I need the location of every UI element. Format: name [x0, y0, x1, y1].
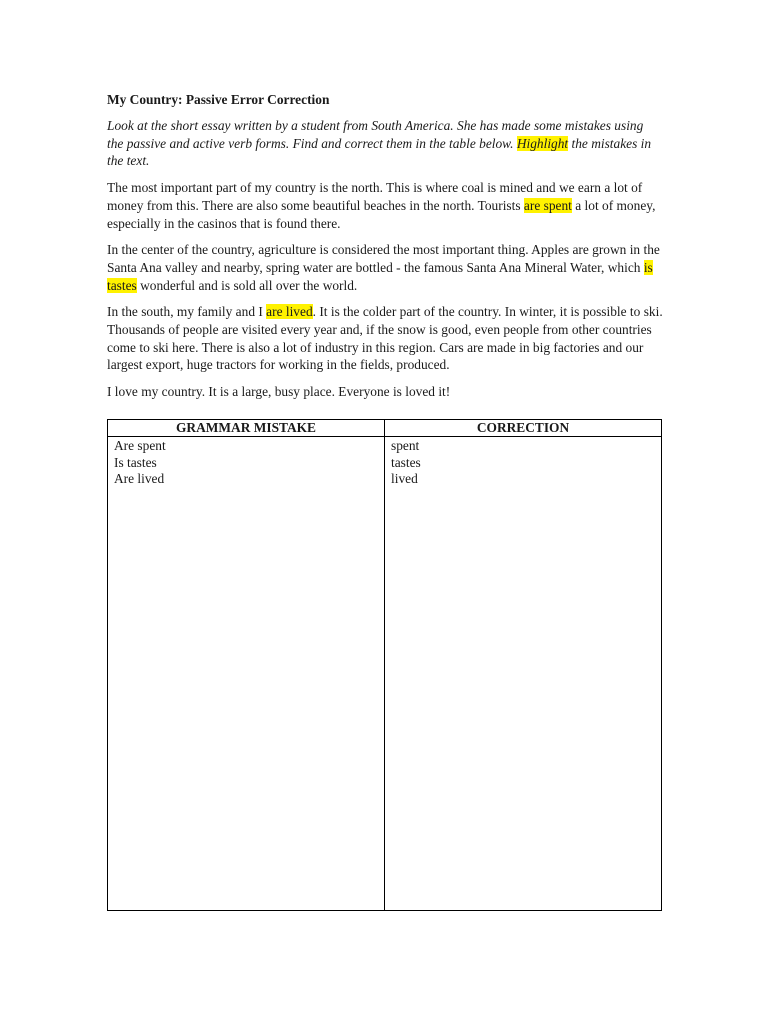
correction-item: lived: [391, 471, 418, 486]
corrections-cell: [385, 437, 662, 911]
essay-paragraph-3: [107, 303, 663, 374]
paragraph-text: The most important part of my country is the north. This is where coal is mined and we earn a lot of money from this. There are also some beautiful beaches in the north. Tourists: [107, 180, 643, 213]
table-row: [108, 437, 662, 911]
essay-paragraph-2: [107, 241, 663, 294]
mistake-item: Are lived: [114, 471, 165, 486]
paragraph-text: a lot of money, especially in the casinos that is found there.: [107, 197, 656, 231]
highlighted-mistake: are lived: [266, 304, 313, 320]
column-header-correction: CORRECTION: [385, 420, 662, 437]
correction-item: tastes: [391, 454, 421, 470]
column-header-grammar-mistake: GRAMMAR MISTAKE: [108, 420, 385, 437]
correction-table: [107, 419, 662, 911]
essay-paragraph-1: [107, 179, 663, 232]
paragraph-text: . It is the colder part of the country. In winter, it is possible to ski. Thousands of people are visited every year and, if the snow is good, even people from other countries come to ski here. There is also a lot of industry in this region. Cars are made in big factories and our largest export, huge tractors for working in the fields, produced.: [107, 304, 663, 373]
mistake-item: Are spent: [114, 438, 166, 453]
table-header-row: [108, 420, 662, 437]
paragraph-text: In the south, my family and I: [107, 304, 267, 320]
page-title: My Country: Passive Error Correction: [107, 92, 330, 107]
mistakes-cell: [108, 437, 385, 911]
instructions-text-end: the mistakes in the text.: [107, 135, 652, 169]
highlighted-mistake: is tastes: [107, 259, 653, 293]
instructions: [107, 117, 663, 170]
document-body: [107, 91, 663, 410]
correction-item: spent: [391, 438, 420, 453]
paragraph-text: wonderful and is sold all over the world.: [136, 277, 358, 293]
instructions-text: Look at the short essay written by a student from South America. She has made some mistakes using the passive and active verb forms. Find and correct them in the table below.: [107, 118, 644, 151]
mistake-item: Is tastes: [114, 454, 157, 470]
instructions-highlight: Highlight: [516, 135, 569, 151]
essay-paragraph-4: I love my country. It is a large, busy place. Everyone is loved it!: [107, 384, 451, 400]
paragraph-text: In the center of the country, agriculture is considered the most important thing. Apples are grown in the Santa Ana valley and nearby, spring water are bottled - the famous Santa Ana Mineral Water, which: [107, 242, 660, 275]
highlighted-mistake: are spent: [523, 197, 572, 213]
